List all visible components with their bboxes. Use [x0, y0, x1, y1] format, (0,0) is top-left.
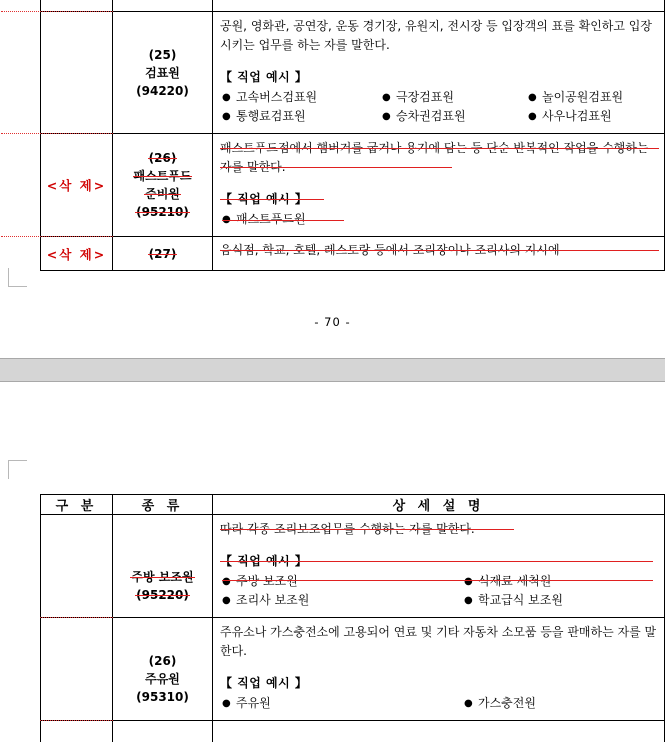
deleted-marker: <삭 제> [46, 246, 107, 262]
example-label: 가스충전원 [478, 696, 536, 710]
strike-line [220, 148, 659, 149]
type-line-label: (95210) [136, 205, 189, 219]
example-item [380, 107, 526, 126]
examples-grid [220, 88, 657, 126]
type-line-label: 패스트푸드 [133, 169, 192, 183]
bullet-icon: ● [222, 214, 231, 225]
gubun-cell [41, 12, 113, 134]
example-item [220, 107, 380, 126]
example-label: 고속버스검표원 [236, 90, 318, 104]
deleted-description [220, 241, 657, 260]
column-header-description: 상 세 설 명 [213, 495, 665, 515]
gubun-cell [41, 618, 113, 721]
strike-line [220, 199, 324, 200]
strike-line [220, 250, 659, 251]
example-item [220, 88, 380, 107]
page-one [0, 0, 665, 358]
example-item [526, 107, 657, 126]
strike-line [220, 529, 514, 530]
spacer [220, 55, 657, 68]
table-row-partial-top [41, 0, 665, 12]
type-line [115, 245, 210, 263]
example-label: 학교급식 보조원 [478, 593, 563, 607]
example-label: 통행료검표원 [236, 109, 306, 123]
strike-line [222, 580, 653, 581]
example-item [462, 591, 657, 610]
deleted-description [220, 520, 657, 539]
type-cell [113, 0, 213, 12]
table-row-deleted [41, 237, 665, 271]
spacer [220, 661, 657, 674]
bullet-icon: ● [528, 92, 537, 103]
example-item [462, 694, 657, 713]
gubun-cell [41, 0, 113, 12]
type-line-label: (95220) [136, 588, 189, 602]
type-line [115, 149, 210, 167]
strike-line [220, 167, 452, 168]
bullet-icon: ● [464, 576, 473, 587]
example-item [380, 88, 526, 107]
table-header-row [41, 495, 665, 515]
type-line [115, 586, 210, 604]
bullet-icon: ● [382, 92, 391, 103]
examples-heading: 【 직업 예시 】 [220, 676, 308, 690]
description-text: 공원, 영화관, 공연장, 운동 경기장, 유원지, 전시장 등 입장객의 표를 확인하고 입장시키는 업무를 하는 자를 말한다. [220, 19, 652, 52]
deleted-examples [220, 190, 657, 229]
example-label: 주유원 [236, 696, 271, 710]
examples-heading: 【 직업 예시 】 [220, 192, 308, 206]
example-label: 주방 보조원 [236, 574, 298, 588]
table-row-deleted [41, 515, 665, 618]
bullet-icon: ● [464, 595, 473, 606]
type-line: 검표원 [145, 65, 180, 80]
bullet-icon: ● [528, 111, 537, 122]
description-text: 따라 각종 조리보조업무를 수행하는 자를 말한다. [220, 522, 475, 536]
type-line [115, 568, 210, 586]
type-cell [113, 721, 213, 743]
page-number: - 70 - [314, 315, 351, 329]
table-row [41, 12, 665, 134]
example-label: 놀이공원검표원 [542, 90, 624, 104]
gubun-cell [41, 237, 113, 271]
example-item [220, 694, 462, 713]
type-line [115, 185, 210, 203]
type-line-label: (26) [148, 151, 177, 165]
page-break-separator [0, 358, 665, 382]
type-line: (25) [148, 47, 177, 62]
spacer [220, 177, 657, 190]
description-cell [213, 0, 665, 12]
description-cell [213, 721, 665, 743]
table-row [41, 618, 665, 721]
column-header-type: 종 류 [113, 495, 213, 515]
example-item [220, 572, 462, 591]
bullet-icon: ● [222, 92, 231, 103]
gubun-cell [41, 134, 113, 237]
bullet-icon: ● [222, 111, 231, 122]
example-label: 식재료 세척원 [478, 574, 552, 588]
description-cell [213, 515, 665, 618]
gubun-cell [41, 515, 113, 618]
type-line: 주유원 [145, 672, 180, 686]
page-two-table [40, 494, 665, 742]
description-text: 주유소나 가스충전소에 고용되어 연료 및 기타 자동차 소모품 등을 판매하는 자를 말한다. [220, 625, 657, 658]
examples-heading: 【 직업 예시 】 [220, 70, 308, 84]
column-header-gubun: 구 분 [41, 495, 113, 515]
examples-grid [220, 572, 657, 610]
bullet-icon: ● [222, 576, 231, 587]
page-one-corner-mark [8, 268, 27, 287]
type-line-label: (27) [148, 246, 177, 261]
type-line: (26) [148, 654, 177, 668]
type-line-label: 준비원 [145, 187, 180, 201]
example-label: 조리사 보조원 [236, 593, 310, 607]
type-line [115, 167, 210, 185]
spacer [220, 539, 657, 552]
example-item [462, 572, 657, 591]
description-cell [213, 12, 665, 134]
strike-line [222, 561, 653, 562]
description-text: 패스트푸드점에서 햄버거를 굽거나 용기에 담는 등 단순 반복적인 작업을 수행하는 자를 말한다. [220, 141, 649, 174]
example-item [220, 210, 348, 229]
type-cell [113, 515, 213, 618]
type-line: (94220) [136, 83, 189, 98]
description-cell [213, 237, 665, 271]
description-text: 음식점, 학교, 호텔, 레스토랑 등에서 조리장이나 조리사의 지시에 [220, 243, 560, 257]
type-line: (95310) [136, 690, 189, 704]
bullet-icon: ● [222, 698, 231, 709]
bullet-icon: ● [464, 698, 473, 709]
table-row-partial-bottom [41, 721, 665, 743]
table-row-deleted [41, 134, 665, 237]
page-two-corner-mark [8, 460, 27, 479]
bullet-icon: ● [222, 595, 231, 606]
type-cell [113, 237, 213, 271]
gubun-cell [41, 721, 113, 743]
example-label: 극장검표원 [396, 90, 454, 104]
type-line [115, 203, 210, 221]
type-cell [113, 12, 213, 134]
example-label: 승차권검표원 [396, 109, 466, 123]
examples-grid [220, 694, 657, 713]
example-label: 사우나검표원 [542, 109, 612, 123]
page-two [0, 382, 665, 742]
example-item [526, 88, 657, 107]
type-line-label: 주방 보조원 [131, 570, 194, 584]
description-cell [213, 134, 665, 237]
page-one-table [40, 0, 665, 271]
deleted-examples [220, 552, 657, 610]
examples-grid [220, 210, 657, 229]
type-cell [113, 134, 213, 237]
example-item [220, 591, 462, 610]
deleted-description [220, 139, 657, 177]
type-cell [113, 618, 213, 721]
example-label: 패스트푸드원 [236, 212, 306, 226]
bullet-icon: ● [382, 111, 391, 122]
deleted-marker: <삭 제> [46, 178, 107, 193]
description-cell [213, 618, 665, 721]
examples-heading: 【 직업 예시 】 [220, 554, 308, 568]
